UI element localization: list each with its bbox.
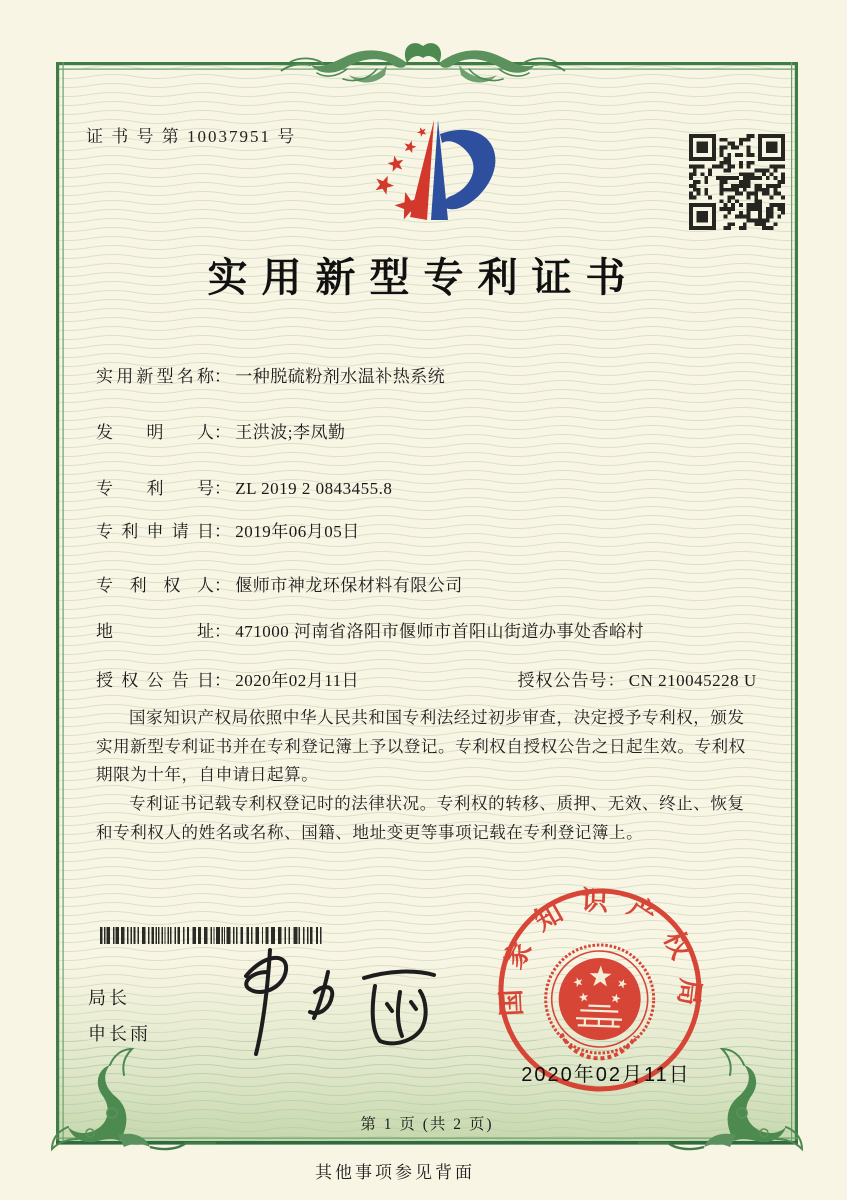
legal-paragraph-1: 国家知识产权局依照中华人民共和国专利法经过初步审查，决定授予专利权，颁发实用新型专利证书并在专利登记簿上予以登记。专利权自授权公告之日起生效。专利权期限为十年，自申请日起算。: [96, 708, 746, 785]
field-label: 专利权人: [96, 576, 214, 595]
qr-code: [689, 134, 785, 230]
grant-number-label: 授权公告号: [517, 671, 608, 690]
certificate-title: 实用新型专利证书: [207, 255, 640, 300]
national-emblem: [544, 943, 656, 1060]
field-label: 地址: [96, 622, 214, 641]
field-value: 偃师市神龙环保材料有限公司: [235, 576, 463, 595]
certificate-number: 证 书 号 第 10037951 号: [86, 127, 297, 146]
field-value: 2019年06月05日: [235, 522, 360, 541]
field-filing-date: 专利申请日： 2019年06月05日: [96, 517, 360, 547]
logo-blue-bowl: [440, 130, 495, 209]
cnipa-logo: [338, 108, 528, 238]
page-number: 第 1 页 (共 2 页): [360, 1116, 494, 1133]
field-patent-number: 专利号： ZL 2019 2 0843455.8: [96, 474, 392, 504]
seal-date: 2020年02月11日: [521, 1064, 691, 1086]
field-value: 471000 河南省洛阳市偃师市首阳山街道办事处香峪村: [235, 622, 644, 641]
field-patentee: 专利权人： 偃师市神龙环保材料有限公司: [96, 571, 463, 601]
field-label: 专利号: [96, 479, 214, 498]
field-value: 2020年02月11日: [235, 671, 360, 690]
field-value: ZL 2019 2 0843455.8: [235, 479, 393, 498]
legal-text: [96, 704, 754, 848]
field-value: 一种脱硫粉剂水温补热系统: [235, 367, 446, 386]
field-label: 专利申请日: [96, 522, 214, 541]
seal-text: 国家知识产权局: [495, 885, 706, 1025]
signer-name: 申长雨: [88, 1024, 151, 1044]
field-label: 授权公告日: [96, 671, 214, 690]
legal-paragraph-2: 专利证书记载专利权登记时的法律状况。专利权的转移、质押、无效、终止、恢复和专利权人的姓名或名称、国籍、地址变更等事项记载在专利登记簿上。: [96, 794, 745, 842]
field-value: 王洪波;李凤勤: [235, 423, 346, 442]
commissioner-signature: [212, 942, 447, 1060]
signer-block: [88, 980, 151, 1052]
back-note: 其他事项参见背面: [315, 1163, 475, 1182]
signer-title: 局长: [88, 988, 130, 1008]
grant-number-value: CN 210045228 U: [628, 671, 757, 690]
field-inventor: 发明人： 王洪波;李凤勤: [96, 418, 345, 448]
field-utility-model-name: 实用新型名称： 一种脱硫粉剂水温补热系统: [96, 362, 445, 392]
field-label: 发明人: [96, 423, 214, 442]
field-label: 实用新型名称: [96, 367, 214, 386]
field-grant-date-and-number: 授权公告日： 2020年02月11日 授权公告号： CN 210045228 U: [96, 666, 757, 696]
field-address: 地址： 471000 河南省洛阳市偃师市首阳山街道办事处香峪村: [96, 617, 644, 647]
